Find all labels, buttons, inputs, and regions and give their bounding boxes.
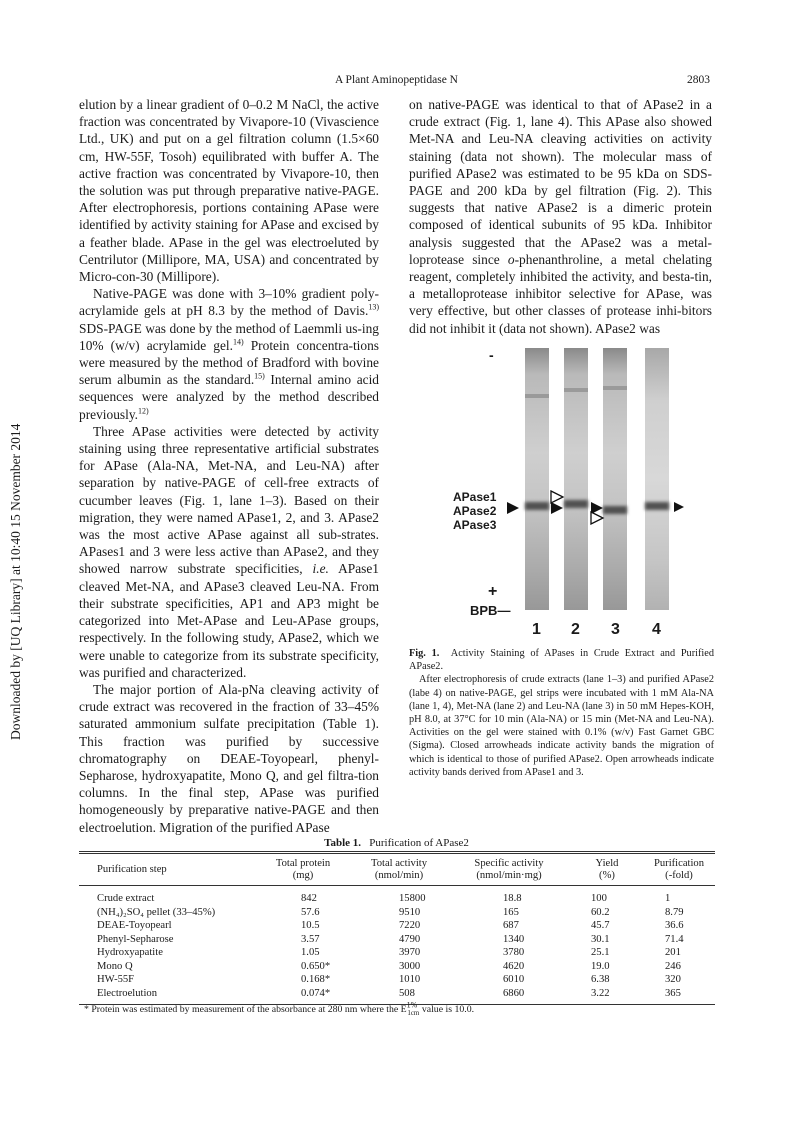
caption-label: Fig. 1. [409,648,440,659]
table-cell: 0.168* [301,974,331,985]
band-label-apase1: APase1 [453,490,497,504]
table-cell: 1010 [399,974,421,985]
table-cell: 3000 [399,960,421,972]
lane-number-3: 3 [611,621,620,638]
lane-number-1: 1 [532,621,541,638]
table-cell: 30.1 [591,933,610,945]
paragraph: on native-PAGE was identical to that of APase2 in a crude extract (Fig. 1, lane 4). This APase also showed Met-NA and Leu-NA cleaving activities on activity staining (data not shown). The molecular mass of purified APase2 was estimated to be 95 kDa on SDS-PAGE and 200 kDa by gel filtration (Fig. 2). This suggests that native APase2 is a dimeric protein composed of identical subunits of 95 kDa. Inhibitor analysis suggested that the APase2 was a metal-loprotease since o-phenanthroline, a metal chelating reagent, completely inhibited the activity, and besta-tin, a metalloprotease inhibitor selective for APase, was very effective, but other classes of protease inhi-bitors did not inhibit it (data not shown). APase2 was [409,97,712,336]
table-cell: 4790 [399,933,421,945]
table-cell: 6.38 [591,974,610,985]
table-row [79,919,715,933]
table-cell: 246 [665,960,681,972]
table-cell: Mono Q [97,960,133,972]
table-cell: 71.4 [665,933,684,945]
lane-number-4: 4 [652,621,661,638]
table-cell: 57.6 [301,906,320,918]
page-number: 2803 [687,74,710,86]
paragraph: Native-PAGE was done with 3–10% gradient poly-acrylamide gels at pH 8.3 by the method of Davis.$^{13)}$ SDS-PAGE was done by the method of Laemmli us-ing 10% (w/v) acrylamide gel.$^{14)}$ Protein concentra-tions were measured by the method of Bradford with bovine serum albumin as the standard.$^{15)}$ Internal amino acid sequences were analyzed by the method described previously.$^{12)}$ [79,286,380,422]
table-cell: 15800 [399,893,426,904]
table-cell: 36.6 [665,920,684,931]
table-cell: 6860 [503,987,525,999]
open-arrowhead-icon [591,512,603,524]
table-cell: 25.1 [591,947,610,958]
table-row [79,946,715,960]
paragraph: Three APase activities were detected by activity staining using three representative artificial substrates for APase (Ala-NA, Met-NA, and Leu-NA) after separation by native-PAGE of cell-free extracts of cucumber leaves (Fig. 1, lane 1–3). Based on their migration, they were named APase1, 2, and 3. APase2 was the most active APase against all sub-strates. APases1 and 3 were less active than APase2, and they showed narrow substrate specificities, i.e. APase1 cleaved Met-NA, and APase3 cleaved Leu-NA. From their substrate specificities, AP1 and AP3 might be categorized into Met-APase and Leu-APase groups, respectively. In the following study, APase2, which we were unable to categorize from its substrate specificity, was purified and characterized. [79,423,379,680]
table-cell: 45.7 [591,920,610,931]
table-row [79,886,715,906]
lane-number-2: 2 [571,621,580,638]
download-watermark: Downloaded by [UQ Library] at 10:40 15 November 2014 [8,423,23,740]
table-cell: 365 [665,987,681,999]
table-cell: 320 [665,974,681,985]
closed-arrowhead-icon [507,502,519,514]
table-cell: 7220 [399,920,421,931]
band-label-apase2: APase2 [453,504,497,518]
table-cell: Phenyl-Sepharose [97,933,174,945]
table-row [79,973,715,987]
table-cell: 6010 [503,974,525,985]
arrowheads-overlay [505,485,615,525]
gel-plus-label: + [488,583,498,600]
caption-body: After electrophoresis of crude extracts (lane 1–3) and purified APase2 (labe 4) on native-PAGE, gel strips were incubated with 1 mM Ala-NA (lane 1, 4), Met-NA (lane 2) and Leu-NA (lane 3) in 50 mM Hepes-KOH, pH 8.0, at 37°C for 10 min (Ala-NA) or 15 min (Met-NA and Leu-NA). Activities on the gel were stained with 0.1% (w/v) Fast Garnet GBC (Sigma). Closed arrowheads indicate activity bands the migration of which is identical to those of purified APase2. Open arrowheads indicate activity bands derived from APase1 and 3. [409,674,714,778]
purification-table [79,851,715,1005]
column-header: Yield (%) [595,858,619,881]
table-row [79,933,715,947]
table-cell: 19.0 [591,960,610,972]
running-title: A Plant Aminopeptidase N [335,74,458,86]
table-cell: Hydroxyapatite [97,947,163,958]
table-cell: Electroelution [97,987,158,999]
table-cell: HW-55F [97,974,135,985]
closed-arrowhead-icon [672,500,686,514]
table-cell: 165 [503,906,519,918]
table-cell: 0.074* [301,987,331,999]
table-cell: 201 [665,947,681,958]
figure-caption [409,647,714,779]
table-cell: 3.57 [301,933,320,945]
caption-heading: Activity Staining of APases in Crude Extract and Purified APase2. [409,648,714,673]
table-cell: 508 [399,987,415,999]
right-column [409,96,712,337]
table-cell: 4620 [503,960,525,972]
column-header: Specific activity (nmol/min·mg) [474,858,544,881]
paragraph: The major portion of Ala-pNa cleaving activity of crude extract was recovered in the fraction of 33–45% saturated ammonium sulfate precipitation (Table 1). This fraction was purified by successive chromatography on DEAE-Toyopearl, phenyl-Sepharose, hydroxyapatite, Mono Q, and gel filtra-tion columns. In the final step, APase was purified homogeneously by preparative native-PAGE and then electroelution. Migration of the purified APase [79,681,379,835]
table-header-row [79,853,715,886]
open-arrowhead-icon [551,491,563,503]
table-row [79,960,715,974]
table-row [79,906,715,920]
table-cell: 3.22 [591,987,610,999]
paragraph: elution by a linear gradient of 0–0.2 M NaCl, the active fraction was concentrated by Vivapore-10 (Vivascience Ltd., UK) and put on a gel filtration column (1.5×60 cm, HW-55F, Tosoh) equilibrated with buffer A. The active fraction was concentrated by Vivapore-10, then the solution was put through preparative native-PAGE. After electrophoresis, portions containing APase were identified by activity staining for APase and excised by a feather blade. APase in the gel was electroeluted by Centrilutor (Millipore, MA, USA) and concentrated by Micro-con-30 (Millipore). [79,97,379,285]
table-cell: 100 [591,893,607,904]
table-cell: 9510 [399,906,421,918]
column-header: Purification step [97,864,167,875]
column-header: Total activity (nmol/min) [370,858,428,881]
table-cell: 18.8 [503,893,522,904]
table-cell: DEAE-Toyopearl [97,920,172,931]
bpb-label: BPB— [470,603,511,618]
table-footnote: * Protein was estimated by measurement of the absorbance at 280 nm where the $E^{1\%}_{1cm}$ value is 10.0. [84,1000,475,1017]
gel-lane-4 [645,348,669,610]
gel-lane-3 [603,348,627,610]
table-cell: 687 [503,920,519,931]
table-cell: 0.650* [301,960,331,972]
column-header: Total protein (mg) [275,858,331,881]
table-cell: Crude extract [97,893,155,904]
closed-arrowhead-icon [551,502,563,514]
gel-lane-2 [564,348,588,610]
table-cell: 60.2 [591,906,610,918]
table-cell: (NH₄)₂SO₄ pellet (33–45%) [97,906,216,918]
table-cell: 1.05 [301,947,320,958]
table-title: Table 1. Purification of APase2 [324,837,469,849]
table-cell: 3780 [503,947,525,958]
gel-lane-1 [525,348,549,610]
gel-minus-label: - [489,347,494,363]
band-label-apase3: APase3 [453,518,497,532]
left-column [79,96,379,836]
table-cell: 10.5 [301,920,320,931]
table-cell: 842 [301,893,317,904]
column-header: Purification (-fold) [653,858,704,881]
table-cell: 1 [665,893,671,904]
table-cell: 1340 [503,933,525,945]
table-cell: 3970 [399,947,421,958]
table-row [79,987,715,1005]
table-cell: 8.79 [665,906,684,918]
